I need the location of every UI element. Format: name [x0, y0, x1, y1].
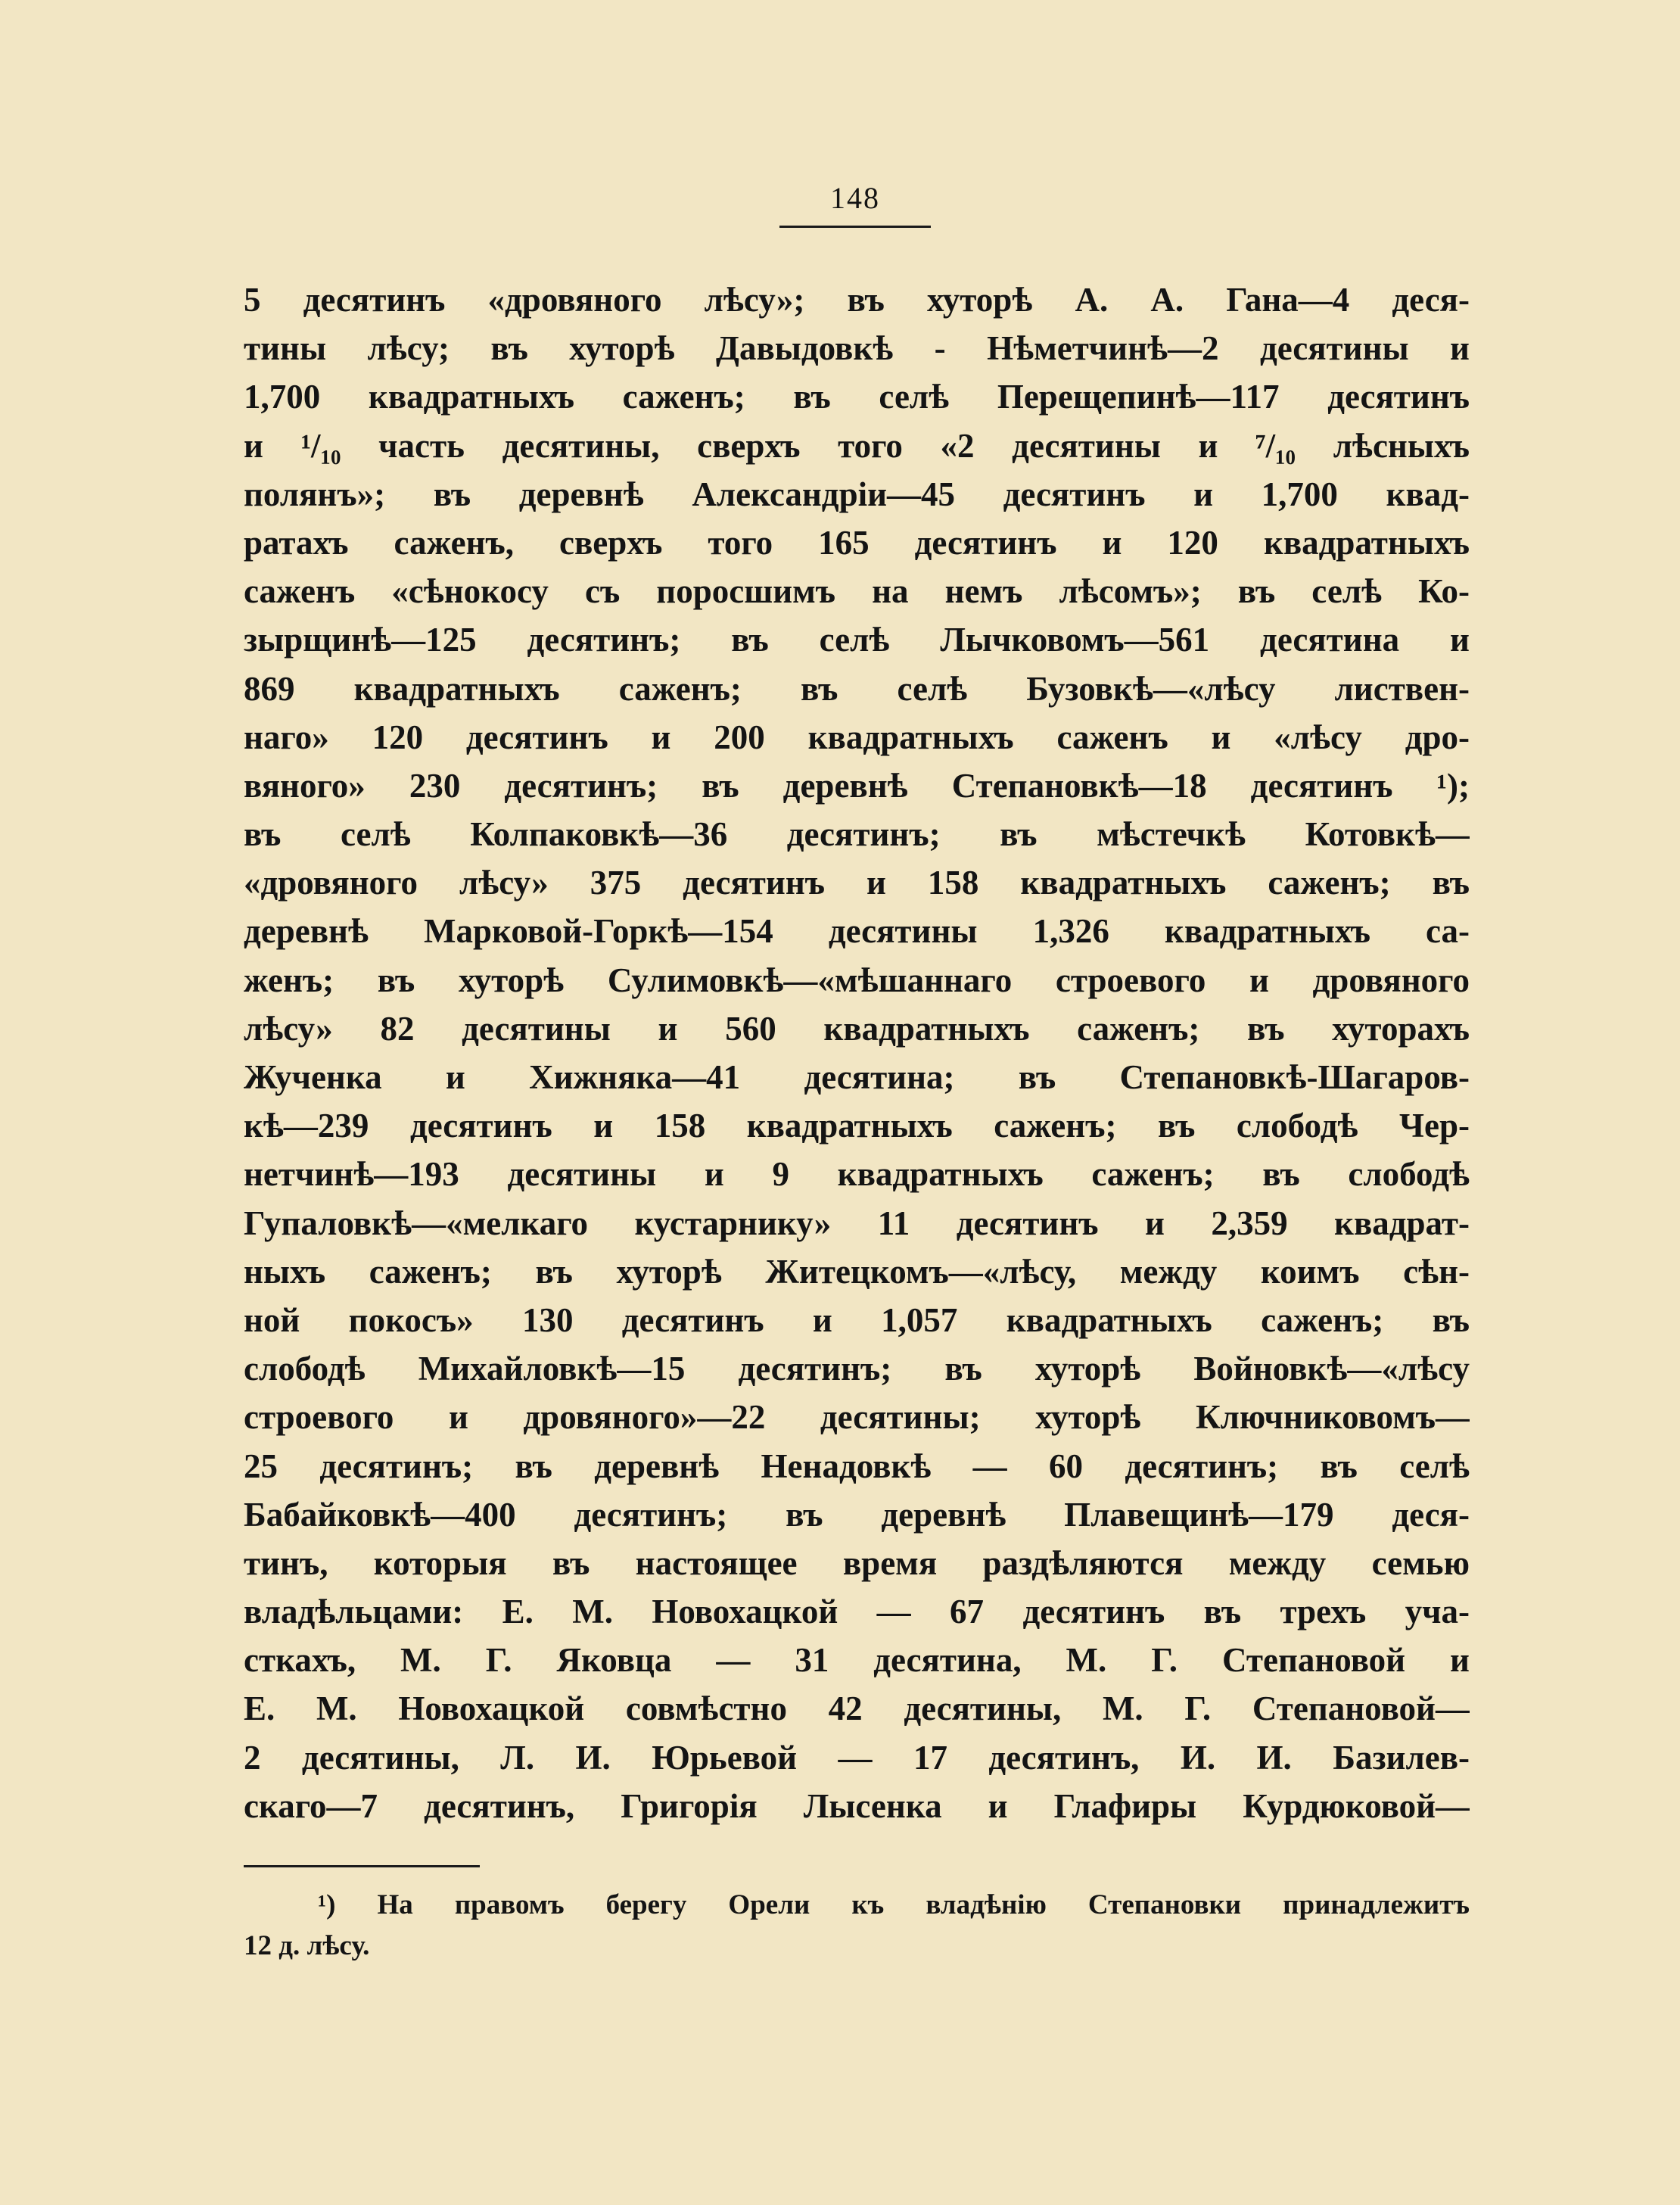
text-line: деревнѣ Марковой-Горкѣ—154 десятины 1,326 квадратныхъ са-	[244, 912, 1470, 951]
text-line: сткахъ, М. Г. Яковца — 31 десятина, М. Г. Степановой и	[244, 1641, 1470, 1680]
text-line: женъ; въ хуторѣ Сулимовкѣ—«мѣшаннаго строевого и дровяного	[244, 961, 1470, 999]
text-line: тинъ, которыя въ настоящее время раздѣляются между семью	[244, 1543, 1470, 1582]
text-line: зырщинѣ—125 десятинъ; въ селѣ Лычковомъ—561 десятина и	[244, 621, 1470, 659]
text-line: Бабайковкѣ—400 десятинъ; въ деревнѣ Плавещинѣ—179 деся-	[244, 1495, 1470, 1534]
footnote-rule	[244, 1865, 480, 1867]
footnote-line: 12 д. лѣсу.	[244, 1930, 370, 1961]
header-rule	[779, 226, 931, 228]
text-line: владѣльцами: Е. М. Новохацкой — 67 десятинъ въ трехъ уча-	[244, 1593, 1470, 1631]
text-line: 25 десятинъ; въ деревнѣ Ненадовкѣ — 60 десятинъ; въ селѣ	[244, 1447, 1470, 1485]
text-line: 2 десятины, Л. И. Юрьевой — 17 десятинъ, И. И. Базилев-	[244, 1738, 1470, 1777]
text-line: ратахъ саженъ, сверхъ того 165 десятинъ и 120 квадратныхъ	[244, 523, 1470, 562]
footnote	[244, 1885, 1470, 1967]
text-line: Е. М. Новохацкой совмѣстно 42 десятины, М. Г. Степановой—	[244, 1690, 1470, 1728]
footnote-line: ¹) На правомъ берегу Орели къ владѣнію Степановки принадлежитъ	[318, 1889, 1470, 1920]
text-line: скаго—7 десятинъ, Григорія Лысенка и Глафиры Курдюковой—	[244, 1786, 1470, 1825]
text-line: вяного» 230 десятинъ; въ деревнѣ Степановкѣ—18 десятинъ ¹);	[244, 766, 1470, 805]
text-line: 5 десятинъ «дровяного лѣсу»; въ хуторѣ А. А. Гана—4 деся-	[244, 281, 1470, 319]
page-number: 148	[830, 181, 880, 215]
text-line: въ селѣ Колпаковкѣ—36 десятинъ; въ мѣстечкѣ Котовкѣ—	[244, 815, 1470, 854]
text-line: 1,700 квадратныхъ саженъ; въ селѣ Перещепинѣ—117 десятинъ	[244, 378, 1470, 416]
text-line: кѣ—239 десятинъ и 158 квадратныхъ саженъ; въ слободѣ Чер-	[244, 1107, 1470, 1145]
text-line: Жученка и Хижняка—41 десятина; въ Степановкѣ-Шагаров-	[244, 1058, 1470, 1096]
text-line: саженъ «сѣнокосу съ поросшимъ на немъ лѣсомъ»; въ селѣ Ко-	[244, 572, 1470, 611]
text-line: слободѣ Михайловкѣ—15 десятинъ; въ хуторѣ Войновкѣ—«лѣсу	[244, 1350, 1470, 1388]
text-line: ныхъ саженъ; въ хуторѣ Житецкомъ—«лѣсу, между коимъ сѣн-	[244, 1252, 1470, 1291]
text-line: «дровяного лѣсу» 375 десятинъ и 158 квадратныхъ саженъ; въ	[244, 864, 1470, 902]
text-line: и ¹/₁₀ часть десятины, сверхъ того «2 десятины и ⁷/₁₀ лѣсныхъ	[244, 426, 1470, 465]
text-line: лѣсу» 82 десятины и 560 квадратныхъ саженъ; въ хуторахъ	[244, 1009, 1470, 1048]
text-line: строевого и дровяного»—22 десятины; хуторѣ Ключниковомъ—	[244, 1398, 1470, 1437]
text-line: тины лѣсу; въ хуторѣ Давыдовкѣ - Нѣметчинѣ—2 десятины и	[244, 329, 1470, 368]
text-line: полянъ»; въ деревнѣ Александріи—45 десятинъ и 1,700 квад-	[244, 475, 1470, 513]
text-line: 869 квадратныхъ саженъ; въ селѣ Бузовкѣ—«лѣсу листвен-	[244, 669, 1470, 708]
text-line: наго» 120 десятинъ и 200 квадратныхъ саженъ и «лѣсу дро-	[244, 718, 1470, 756]
body-text	[244, 276, 1470, 1830]
text-line: Гупаловкѣ—«мелкаго кустарнику» 11 десятинъ и 2,359 квадрат-	[244, 1204, 1470, 1242]
text-line: ной покосъ» 130 десятинъ и 1,057 квадратныхъ саженъ; въ	[244, 1300, 1470, 1339]
text-line: нетчинѣ—193 десятины и 9 квадратныхъ саженъ; въ слободѣ	[244, 1155, 1470, 1194]
